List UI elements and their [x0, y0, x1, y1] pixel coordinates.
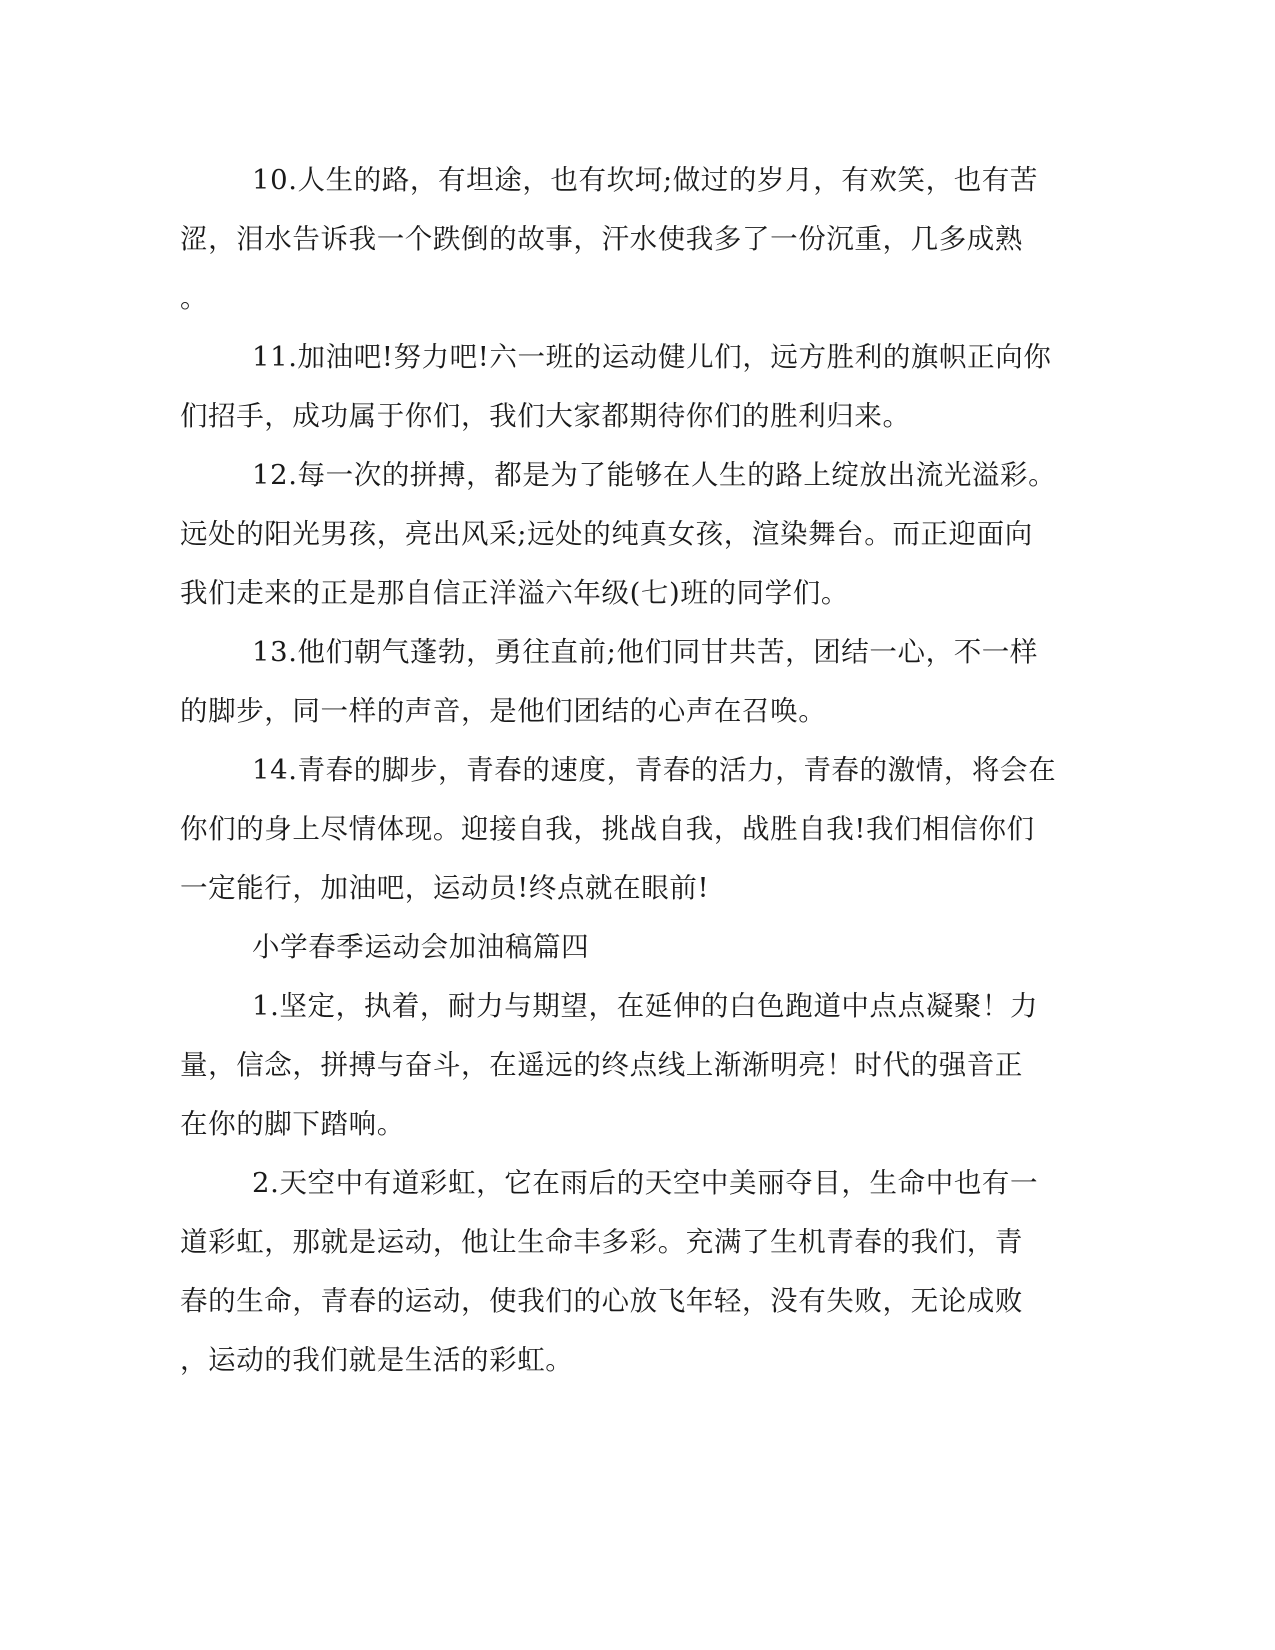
section-heading: 小学春季运动会加油稿篇四 — [252, 931, 590, 963]
text-line: 在你的脚下踏响。 — [180, 1108, 405, 1140]
text-line: 10.人生的路，有坦途，也有坎坷;做过的岁月，有欢笑，也有苦 — [252, 164, 1038, 196]
text-line: 12.每一次的拼搏，都是为了能够在人生的路上绽放出流光溢彩。 — [252, 459, 1057, 491]
text-line: 一定能行，加油吧，运动员!终点就在眼前! — [180, 872, 710, 904]
text-line: 道彩虹，那就是运动，他让生命丰多彩。充满了生机青春的我们，青 — [180, 1226, 1023, 1258]
text-line: 的脚步，同一样的声音，是他们团结的心声在召唤。 — [180, 695, 827, 727]
text-line: 1.坚定，执着，耐力与期望，在延伸的白色跑道中点点凝聚！力 — [252, 990, 1039, 1022]
text-line: 13.他们朝气蓬勃，勇往直前;他们同甘共苦，团结一心，不一样 — [252, 636, 1038, 668]
text-line: 我们走来的正是那自信正洋溢六年级(七)班的同学们。 — [180, 577, 849, 609]
text-line: ，运动的我们就是生活的彩虹。 — [180, 1344, 574, 1376]
text-line: 14.青春的脚步，青春的速度，青春的活力，青春的激情，将会在 — [252, 754, 1057, 786]
text-line: 们招手，成功属于你们，我们大家都期待你们的胜利归来。 — [180, 400, 911, 432]
text-line: 你们的身上尽情体现。迎接自我，挑战自我，战胜自我!我们相信你们 — [180, 813, 1035, 845]
text-line: 2.天空中有道彩虹，它在雨后的天空中美丽夺目，生命中也有一 — [252, 1167, 1039, 1199]
text-line: 11.加油吧!努力吧!六一班的运动健儿们，远方胜利的旗帜正向你 — [252, 341, 1052, 373]
text-line: 春的生命，青春的运动，使我们的心放飞年轻，没有失败，无论成败 — [180, 1285, 1023, 1317]
text-line: 涩，泪水告诉我一个跌倒的故事，汗水使我多了一份沉重，几多成熟 — [180, 223, 1023, 255]
text-line: 量，信念，拼搏与奋斗，在遥远的终点线上渐渐明亮！时代的强音正 — [180, 1049, 1023, 1081]
text-line: 。 — [180, 282, 209, 314]
text-line: 远处的阳光男孩，亮出风采;远处的纯真女孩，渲染舞台。而正迎面向 — [180, 518, 1033, 550]
